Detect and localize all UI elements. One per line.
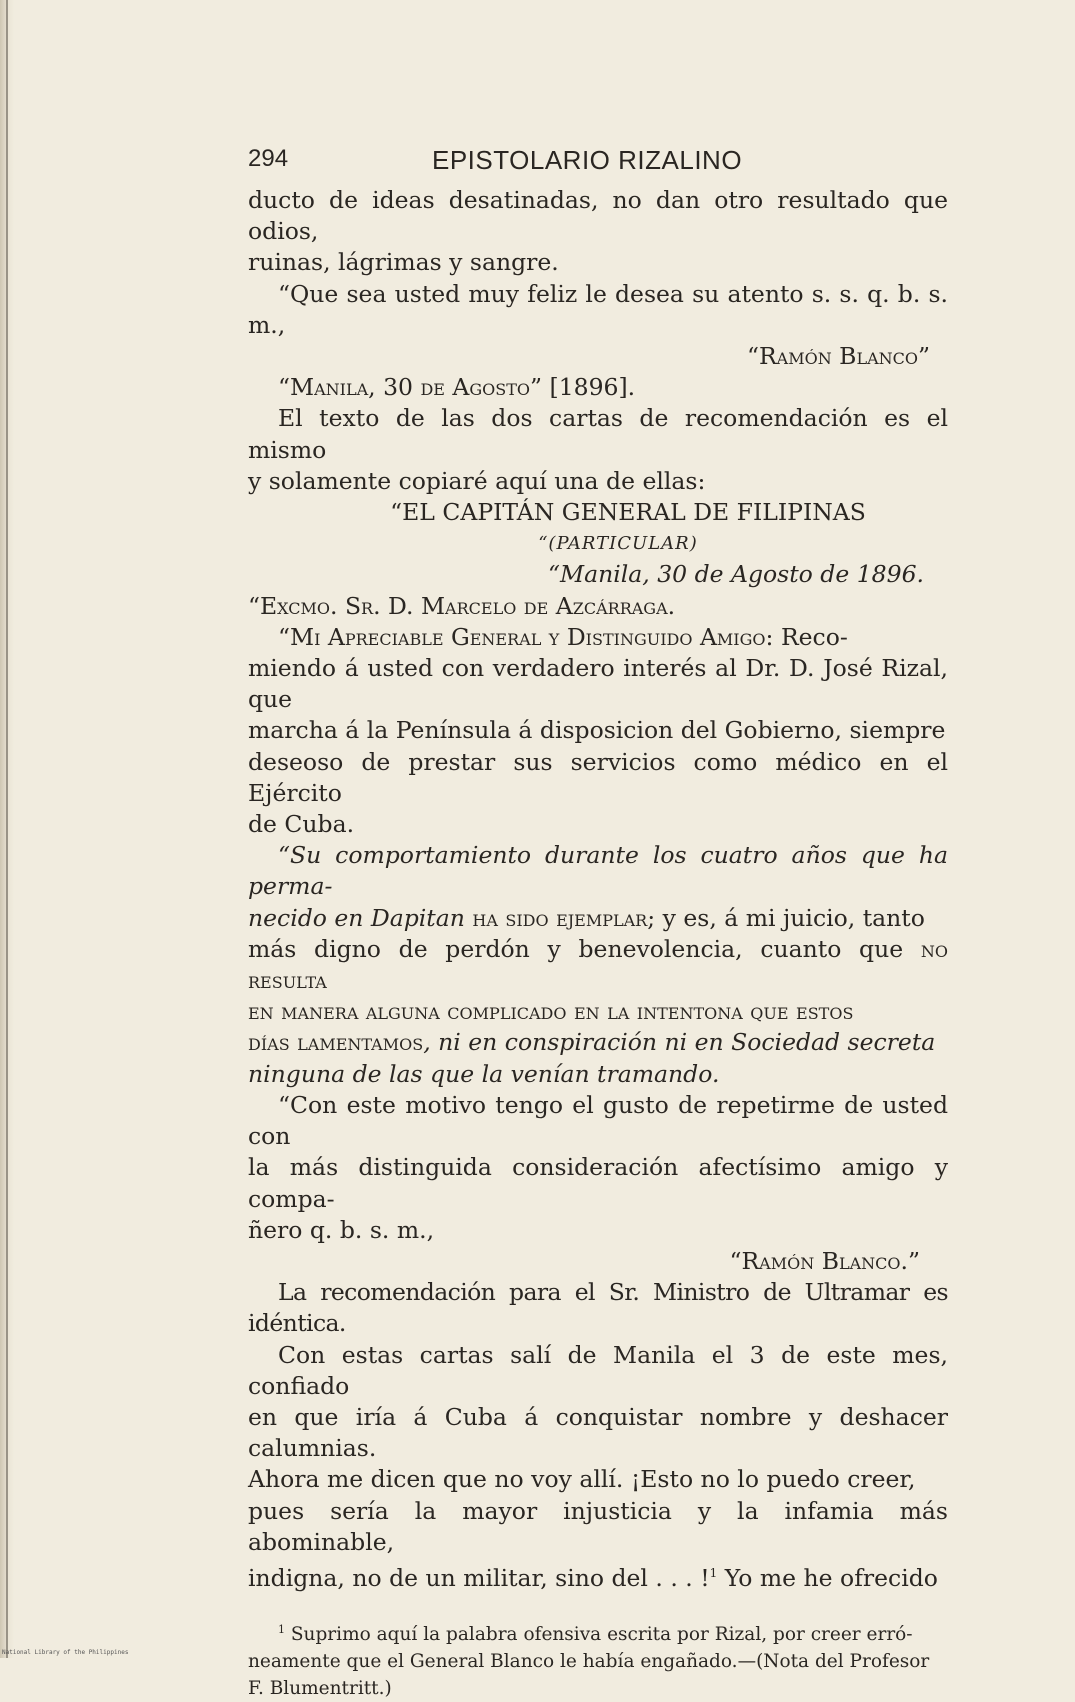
text-line: más digno de perdón y benevolencia, cuanto que no resulta <box>248 934 948 995</box>
footnote-marker: 1 <box>278 1622 285 1636</box>
signature: “Ramón Blanco” <box>746 342 930 371</box>
text-line: Ahora me dicen que no voy allí. ¡Esto no lo puedo creer, <box>248 1465 916 1494</box>
footnote-line: $^1$ Suprimo aquí la palabra ofensiva escrita por Rizal, por creer erró- <box>278 1622 913 1646</box>
text-line: la más distinguida consideración afectísimo amigo y compa- <box>248 1153 948 1213</box>
footnote-reference: 1 <box>709 1565 718 1580</box>
text-line: ñero q. b. s. m., <box>248 1215 435 1244</box>
page-body <box>248 185 948 1594</box>
text-line: miendo á usted con verdadero interés al Dr. D. José Rizal, que <box>248 654 948 714</box>
text-line: El texto de las dos cartas de recomendación es el mismo <box>248 404 948 464</box>
text-line: “Que sea usted muy feliz le desea su atento s. s. q. b. s. m., <box>248 279 948 339</box>
page-binding-line <box>6 0 8 1658</box>
text-line: “Su comportamiento durante los cuatro años que ha perma- <box>248 841 948 901</box>
running-head <box>248 145 948 185</box>
text-line: días lamentamos, ni en conspiración ni en Sociedad secreta <box>248 1028 936 1057</box>
footnote-line: F. Blumentritt.) <box>248 1678 392 1700</box>
text-line: ducto de ideas desatinadas, no dan otro resultado que odios, <box>248 186 948 246</box>
text-line: deseoso de prestar sus servicios como médico en el Ejército <box>248 747 948 807</box>
text-line: Con estas cartas salí de Manila el 3 de este mes, confiado <box>248 1340 948 1400</box>
signature: “Ramón Blanco.” <box>729 1246 920 1275</box>
footnote-line: neamente que el General Blanco le había engañado.—(Nota del Profesor <box>248 1651 930 1673</box>
text-line: pues sería la mayor injusticia y la infamia más abominable, <box>248 1496 948 1556</box>
footnote <box>248 1616 948 1702</box>
running-title: EPISTOLARIO RIZALINO <box>432 145 743 175</box>
text-line: en manera alguna complicado en la intentona que estos <box>248 997 854 1026</box>
text-line: de Cuba. <box>248 810 355 839</box>
letter-heading: “EL CAPITÁN GENERAL DE FILIPINAS <box>390 498 866 527</box>
library-stamp: National Library of the Philippines <box>2 1649 129 1656</box>
text-line: necido en Dapitan ha sido ejemplar; y es, á mi juicio, tanto <box>248 903 925 932</box>
text-line: “Mi Apreciable General y Distinguido Amigo: Reco- <box>278 622 848 651</box>
dateline: “Manila, 30 de Agosto” [1896]. <box>278 373 636 402</box>
signature-line <box>248 341 948 372</box>
text-line: en que iría á Cuba á conquistar nombre y deshacer calumnias. <box>248 1402 948 1463</box>
book-page <box>248 145 948 1702</box>
letter-subheading: “(PARTICULAR) <box>538 533 698 555</box>
text-line: ruinas, lágrimas y sangre. <box>248 248 559 277</box>
text-line: La recomendación para el Sr. Ministro de Ultramar es idéntica. <box>248 1278 948 1338</box>
page-number: 294 <box>248 145 289 172</box>
text-line: marcha á la Península á disposicion del Gobierno, siempre <box>248 716 946 745</box>
text-line: ninguna de las que la venían tramando. <box>248 1059 720 1088</box>
text-line: indigna, no de un militar, sino del . . . !$^1$ Yo me he ofrecido <box>248 1563 938 1592</box>
salutation-recipient: “Excmo. Sr. D. Marcelo de Azcárraga. <box>248 591 676 620</box>
letter-date: “Manila, 30 de Agosto de 1896. <box>548 560 924 589</box>
text-line: y solamente copiaré aquí una de ellas: <box>248 466 706 495</box>
text-line: “Con este motivo tengo el gusto de repetirme de usted con <box>248 1090 948 1151</box>
signature-line <box>248 1246 948 1277</box>
